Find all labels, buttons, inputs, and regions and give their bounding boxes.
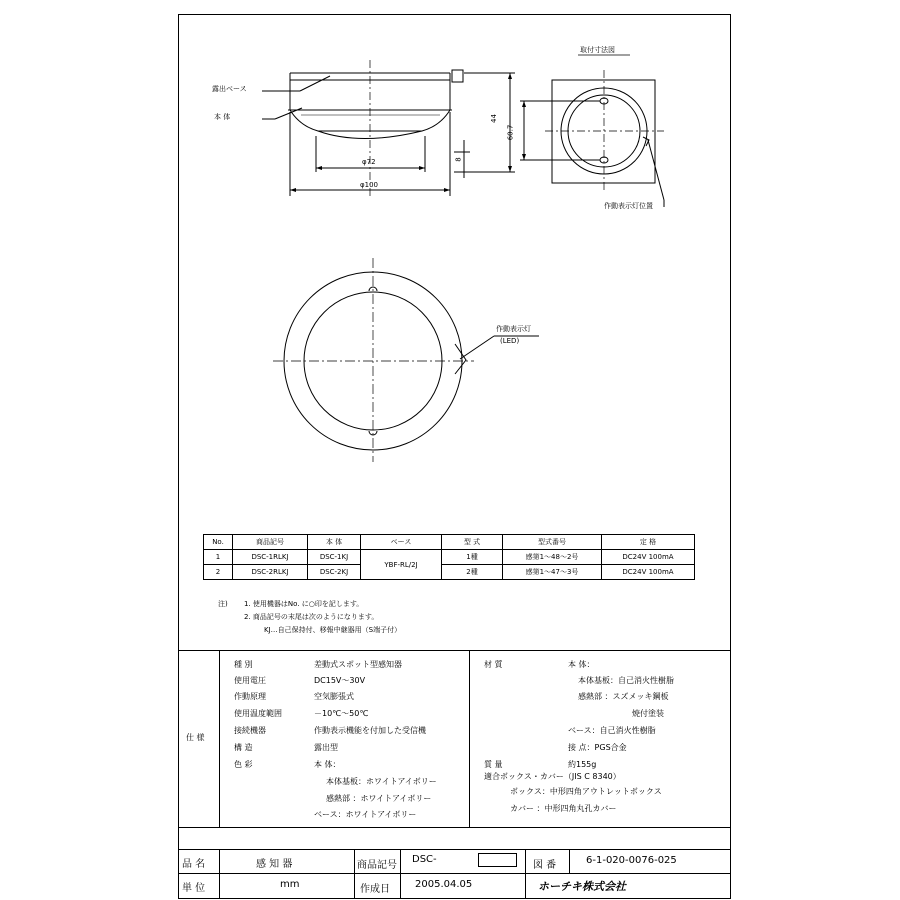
row-type-no: 感第1～48～2号 — [503, 550, 602, 565]
notes-head: 注) — [218, 600, 228, 608]
label-indicator-position: 作動表示灯位置 — [604, 202, 653, 210]
title-unit-label: 単 位 — [182, 883, 206, 894]
box-label: 適合ボックス・カバー（JIS C 8340） — [484, 772, 621, 781]
dim-pitch: 60.7 — [506, 124, 515, 141]
row-no: 2 — [204, 565, 233, 580]
header-type-no: 型式番号 — [503, 535, 602, 550]
color-sub: 本体基板：ホワイトアイボリー — [326, 777, 437, 786]
spec-value: 露出型 — [314, 743, 338, 752]
spec-value: 差動式スポット型感知器 — [314, 660, 402, 669]
row-base-shared: YBF-RL/2J — [361, 550, 442, 580]
title-date-label: 作成日 — [360, 884, 390, 895]
table-row — [204, 565, 695, 580]
title-unit-value: mm — [280, 879, 300, 890]
material-line: 感熱部 ：スズメッキ鋼板 — [578, 692, 669, 701]
material-label: 材 質 — [484, 660, 503, 669]
label-exposed-base: 露出ベース — [212, 85, 247, 93]
material-line: ベース：自己消火性樹脂 — [568, 726, 656, 735]
dim-outer-diameter: φ100 — [360, 181, 378, 189]
label-indicator-led-paren: (LED) — [500, 337, 520, 345]
material-line: 焼付塗装 — [632, 709, 664, 718]
spec-key: 種 別 — [234, 660, 253, 669]
spec-mid-divider — [469, 650, 470, 827]
row-body: DSC-1KJ — [308, 550, 361, 565]
title-mid-rule — [178, 873, 731, 874]
row-code: DSC-2RLKJ — [233, 565, 308, 580]
tb-div-1 — [219, 849, 220, 899]
title-drawing-no-label: 図 番 — [533, 860, 557, 871]
row-type-no: 感第1～47～3号 — [503, 565, 602, 580]
spec-value: －10℃～50℃ — [314, 709, 369, 718]
spec-key: 使用電圧 — [234, 676, 266, 685]
box-line: ボックス：中形四角アウトレットボックス — [510, 787, 662, 796]
title-top-rule — [178, 849, 731, 850]
mounting-view — [520, 70, 664, 207]
dim-inner-diameter: φ72 — [362, 158, 376, 166]
color-sub: 感熱部 ：ホワイトアイボリー — [326, 794, 432, 803]
box-line: カバー ：中形四角丸孔カバー — [510, 804, 617, 813]
dim-height: 44 — [489, 114, 498, 123]
code-suffix-box — [478, 853, 517, 867]
label-mounting-pitch: 取付寸法図 — [580, 46, 615, 54]
row-rating: DC24V 100mA — [602, 550, 695, 565]
parts-table — [203, 534, 695, 580]
header-rating: 定 格 — [602, 535, 695, 550]
company-logo-text: ホーチキ株式会社 — [538, 880, 626, 893]
bottom-view — [273, 258, 539, 462]
tb-div-3 — [400, 849, 401, 899]
row-code: DSC-1RLKJ — [233, 550, 308, 565]
spec-key: 使用温度範囲 — [234, 709, 282, 718]
header-code: 商品記号 — [233, 535, 308, 550]
material-line: 接 点：PGS合金 — [568, 743, 627, 752]
row-rating: DC24V 100mA — [602, 565, 695, 580]
color-sub: ベース：ホワイトアイボリー — [314, 810, 417, 819]
spec-value: 空気膨張式 — [314, 692, 354, 701]
title-name-value: 感 知 器 — [256, 859, 293, 870]
spec-value: 本 体： — [314, 760, 341, 769]
mass-value: 約155g — [568, 760, 597, 769]
title-name-label: 品 名 — [182, 859, 206, 870]
header-body: 本 体 — [308, 535, 361, 550]
header-type: 型 式 — [442, 535, 503, 550]
spec-key: 接続機器 — [234, 726, 266, 735]
note-3: KJ…自己保持付、移報中継器用（S端子付） — [264, 626, 402, 634]
spec-value: DC15V～30V — [314, 676, 366, 685]
note-2: 2. 商品記号の末尾は次のようになります。 — [244, 613, 379, 621]
mass-label: 質 量 — [484, 760, 503, 769]
spec-key: 作動原理 — [234, 692, 266, 701]
material-head: 本 体： — [568, 660, 595, 669]
spec-value: 作動表示機能を付加した受信機 — [314, 726, 426, 735]
row-no: 1 — [204, 550, 233, 565]
spec-bottom-rule — [178, 827, 731, 828]
table-header-row — [204, 535, 695, 550]
label-indicator-led: 作動表示灯 — [496, 325, 531, 333]
title-code-value: DSC- — [412, 854, 437, 865]
row-type: 2種 — [442, 565, 503, 580]
spec-top-rule — [178, 650, 731, 651]
tb-div-2 — [354, 849, 355, 899]
table-row — [204, 550, 695, 565]
header-no: No. — [204, 535, 233, 550]
tb-div-5 — [569, 849, 570, 873]
tb-div-4 — [525, 849, 526, 899]
label-body: 本 体 — [214, 113, 231, 121]
title-drawing-no-value: 6-1-020-0076-025 — [586, 855, 677, 866]
title-date-value: 2005.04.05 — [415, 879, 473, 890]
side-view — [262, 60, 515, 196]
note-1: 1. 使用機器はNo. に○印を記します。 — [244, 600, 364, 608]
spec-section-label: 仕 様 — [186, 733, 205, 742]
material-line: 本体基板：自己消火性樹脂 — [578, 676, 674, 685]
row-type: 1種 — [442, 550, 503, 565]
spec-key: 色 彩 — [234, 760, 253, 769]
spec-key: 構 造 — [234, 743, 253, 752]
title-code-label: 商品記号 — [357, 860, 397, 871]
header-base: ベース — [361, 535, 442, 550]
spec-left-divider — [219, 650, 220, 827]
dim-depth: 8 — [454, 157, 463, 162]
row-body: DSC-2KJ — [308, 565, 361, 580]
